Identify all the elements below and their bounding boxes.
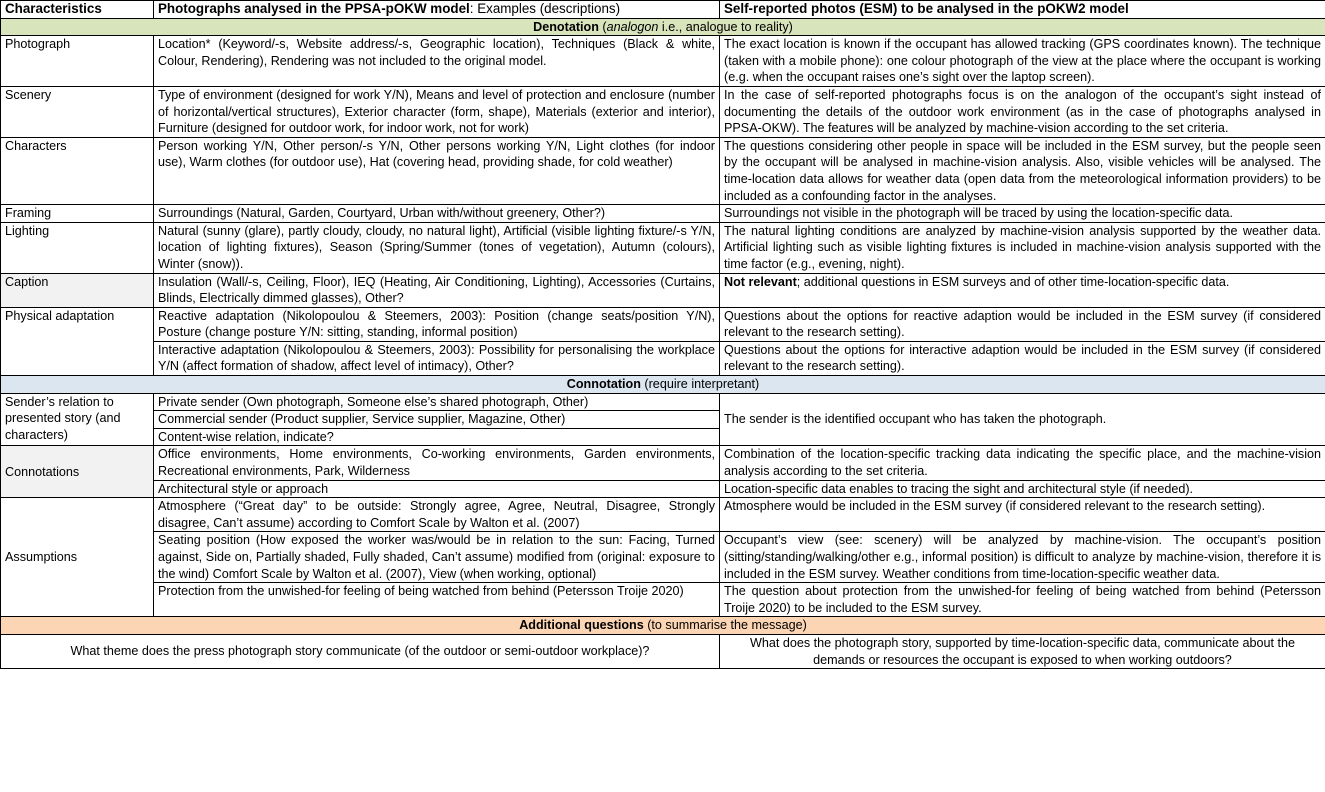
additional-subtitle: (to summarise the message): [643, 618, 807, 633]
examples-cell: Reactive adaptation (Nikolopoulou & Steemers, 2003): Position (change seats/position Y/N), Posture (change posture Y/N: sitting, standing, informal position): [154, 307, 720, 341]
examples-cell: Interactive adaptation (Nikolopoulou & Steemers, 2003): Possibility for personalising the workplace Y/N (affect formation of shadow, affect level of intimacy), Other?: [154, 341, 720, 375]
section-denotation: [1, 18, 1325, 36]
esm-cell: The question about protection from the unwished-for feeling of being watched from behind (Petersson Troije 2020) to be included to the ESM survey.: [720, 583, 1325, 617]
row-label: Framing: [1, 205, 154, 223]
table-row: [1, 273, 1325, 307]
esm-cell: [720, 273, 1325, 307]
examples-cell: Type of environment (designed for work Y/N), Means and level of protection and enclosure (number of horizontal/vertical structures), Exterior character (form, shape), Materials (exterior and interior), Furniture (designed for outdoor work, for indoor work, not for work): [154, 86, 720, 137]
esm-cell: The sender is the identified occupant who has taken the photograph.: [720, 393, 1325, 446]
esm-cell: The exact location is known if the occupant has allowed tracking (GPS coordinates known). The technique (taken with a mobile phone): one colour photograph of the view at the place where the occupant is working (e.g. when the occupant raises one’s sight over the laptop screen).: [720, 36, 1325, 87]
esm-cell: Atmosphere would be included in the ESM survey (if considered relevant to the research setting).: [720, 498, 1325, 532]
table-row: [1, 532, 1325, 583]
row-label: Physical adaptation: [1, 307, 154, 375]
examples-cell: Private sender (Own photograph, Someone else’s shared photograph, Other): [154, 393, 720, 411]
esm-cell: The natural lighting conditions are analyzed by machine-vision analysis supported by the weather data. Artificial lighting such as visible lighting fixtures is included in machine-vision analysis supported with the time factor (e.g., evening, night).: [720, 222, 1325, 273]
additional-question-ppsa: What theme does the press photograph story communicate (of the outdoor or semi-outdoor workplace)?: [1, 634, 720, 668]
table-row: [1, 137, 1325, 204]
examples-cell: Office environments, Home environments, Co-working environments, Garden environments, Recreational environments, Park, Wilderness: [154, 446, 720, 480]
table-row: [1, 634, 1325, 668]
table-row: [1, 498, 1325, 532]
esm-cell: Occupant’s view (see: scenery) will be analyzed by machine-vision. The occupant’s position (sitting/standing/walking/other e.g., informal position) is difficult to analyze by machine-vision, therefore it is included in the ESM survey. Weather conditions from time-location-specific weather data.: [720, 532, 1325, 583]
esm-cell: Combination of the location-specific tracking data indicating the specific place, and the machine-vision analysis according to the set criteria.: [720, 446, 1325, 480]
row-label: Assumptions: [1, 498, 154, 617]
table-row: [1, 583, 1325, 617]
examples-cell: Person working Y/N, Other person/-s Y/N, Other persons working Y/N, Light clothes (for indoor use), Warm clothes (for outdoor use), Hat (covering head, providing shade, for cold weather): [154, 137, 720, 204]
not-relevant-label: Not relevant: [724, 274, 797, 289]
examples-cell: Commercial sender (Product supplier, Service supplier, Magazine, Other): [154, 411, 720, 429]
row-label: Characters: [1, 137, 154, 204]
row-label: Lighting: [1, 222, 154, 273]
table-row: [1, 480, 1325, 498]
denotation-title: Denotation: [533, 19, 599, 34]
header-ppsa-examples: [154, 1, 720, 19]
header-ppsa-subtitle: : Examples (descriptions): [469, 1, 621, 16]
esm-cell: Location-specific data enables to tracing the sight and architectural style (if needed).: [720, 480, 1325, 498]
row-label: Connotations: [1, 446, 154, 498]
examples-cell: Natural (sunny (glare), partly cloudy, cloudy, no natural light), Artificial (visible lighting fixture/-s Y/N, location of lighting fixtures), Season (Spring/Summer (tones of vegetation), Autumn (colours), Winter (snow)).: [154, 222, 720, 273]
table-row: [1, 393, 1325, 411]
additional-question-esm: What does the photograph story, supported by time-location-specific data, communicate about the demands or resources the occupant is exposed to when working outdoors?: [720, 634, 1325, 668]
connotation-heading: [1, 376, 1325, 394]
table-row: [1, 341, 1325, 375]
esm-cell: In the case of self-reported photographs focus is on the analogon of the occupant’s sight instead of documenting the details of the outdoor work environment (as in the case of photographs analysed in PPSA-OKW). The features will be analyzed by machine-vision according to the set criteria.: [720, 86, 1325, 137]
esm-cell: Questions about the options for interactive adaption would be included in the ESM survey (if considered relevant to the research setting).: [720, 341, 1325, 375]
examples-cell: Architectural style or approach: [154, 480, 720, 498]
examples-cell: Protection from the unwished-for feeling of being watched from behind (Petersson Troije 2020): [154, 583, 720, 617]
denotation-heading: Denotation (analogon i.e., analogue to reality): [1, 18, 1325, 36]
esm-cell: Surroundings not visible in the photograph will be traced by using the location-specific data.: [720, 205, 1325, 223]
row-label: Scenery: [1, 86, 154, 137]
table-row: [1, 446, 1325, 480]
esm-cell: The questions considering other people in space will be included in the ESM survey, but the people seen by the occupant will be analysed in machine-vision analysis. Also, visible vehicles will be analysed. The time-location data allows for weather data (open data from the meteorological information providers) to be included as a confounding factor in the analyses.: [720, 137, 1325, 204]
row-label: Photograph: [1, 36, 154, 87]
examples-cell: Content-wise relation, indicate?: [154, 428, 720, 446]
table-row: [1, 222, 1325, 273]
header-characteristics: Characteristics: [1, 1, 154, 19]
connotation-subtitle: (require interpretant): [640, 377, 760, 392]
section-connotation: [1, 376, 1325, 394]
denotation-italic: analogon: [606, 19, 659, 34]
denotation-subtitle: i.e., analogue to reality): [658, 19, 793, 34]
header-ppsa-title: Photographs analysed in the PPSA-pOKW model: [158, 1, 470, 16]
section-additional-questions: [1, 617, 1325, 635]
examples-cell: Atmosphere (“Great day” to be outside: Strongly agree, Agree, Neutral, Disagree, Strongly disagree, Can’t assume) according to Comfort Scale by Walton et al. (2007): [154, 498, 720, 532]
examples-cell: Location* (Keyword/-s, Website address/-s, Geographic location), Techniques (Black & white, Colour, Rendering), Rendering was not included to the original model.: [154, 36, 720, 87]
additional-title: Additional questions: [519, 618, 644, 633]
table-row: [1, 86, 1325, 137]
examples-cell: Insulation (Wall/-s, Ceiling, Floor), IEQ (Heating, Air Conditioning, Lighting), Accessories (Curtains, Blinds, Electrically dimmed glasses), Other?: [154, 273, 720, 307]
table-row: [1, 307, 1325, 341]
table-row: [1, 205, 1325, 223]
additional-heading: [1, 617, 1325, 635]
header-esm-photos: Self-reported photos (ESM) to be analysed in the pOKW2 model: [720, 1, 1325, 19]
esm-cell: Questions about the options for reactive adaption would be included in the ESM survey (if considered relevant to the research setting).: [720, 307, 1325, 341]
header-row: [1, 1, 1325, 19]
examples-cell: Surroundings (Natural, Garden, Courtyard, Urban with/without greenery, Other?): [154, 205, 720, 223]
examples-cell: Seating position (How exposed the worker was/would be in relation to the sun: Facing, Turned against, Side on, Partially shaded, Fully shaded, Can’t assume) modified from (original: exposure to the wind) Comfort Scale by Walton et al. (2007), View (when working, optional): [154, 532, 720, 583]
table-row: [1, 36, 1325, 87]
caption-esm-text: ; additional questions in ESM surveys and of other time-location-specific data.: [796, 274, 1230, 289]
connotation-title: Connotation: [566, 377, 641, 392]
row-label: Sender’s relation to presented story (and characters): [1, 393, 154, 446]
row-label: Caption: [1, 273, 154, 307]
